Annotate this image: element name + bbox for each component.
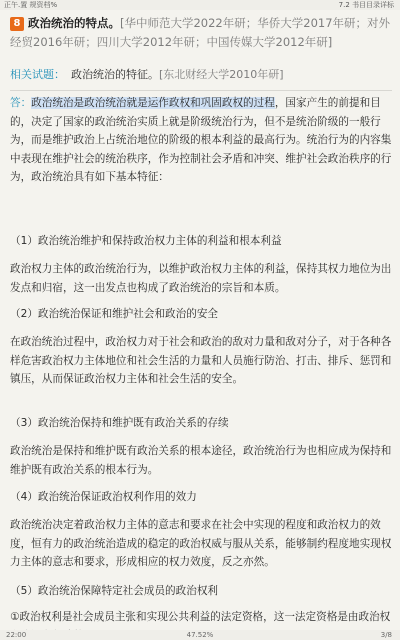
question-sources: [华中师范大学2022年研；华侨大学2017年研；对外经贸2016年研；四川大学2012年研；中国传媒大学2012年研]	[10, 16, 391, 49]
question-header	[10, 14, 392, 52]
divider	[10, 90, 392, 91]
section-body-2: 在政治统治过程中，政治权力对于社会和政治的敌对力量和敌对分子，对于各种各样危害政治权力主体地位和社会生活的力量和人员施行防治、打击、排斥、惩罚和镇压，从而保证政治权力主体和社会生活的安全。	[10, 336, 392, 386]
section-heading-1: （1）政治统治维护和保持政治权力主体的利益和根本利益	[10, 235, 282, 247]
question-number-badge: 8	[10, 17, 24, 31]
related-label: 相关试题：	[10, 68, 65, 81]
highlighted-text[interactable]: 政治统治是政治统治就是运作政权和巩固政权的过程	[31, 97, 275, 109]
related-question	[10, 66, 392, 84]
section-heading-5: （5）政治统治保障特定社会成员的政治权利	[10, 585, 219, 597]
clock: 22:00	[6, 631, 27, 639]
status-bar	[0, 0, 400, 10]
section-heading-4: （4）政治统治保证政治权利作用的效力	[10, 491, 197, 503]
section-body-1: 政治权力主体的政治统治行为，以维护政治权力主体的利益，保持其权力地位为出发点和归宿，这一出发点也构成了政治统治的宗旨和本质。	[10, 263, 392, 294]
section-body-3: 政治统治是保持和维护既有政治关系的根本途径，政治统治行为也相应成为保持和维护既有政治关系的根本行为。	[10, 445, 392, 476]
reading-progress: 47.52%	[186, 631, 214, 639]
answer-paragraph[interactable]	[10, 94, 392, 187]
section-body-4: 政治统治决定着政治权力主体的意志和要求在社会中实现的程度和政治权力的效度，恒有力的政治统治造成的稳定的政治权威与服从关系，能够制约程度地实现权力主体的意志和要求，形成相应的权力效度，反之亦然。	[10, 519, 392, 569]
related-text: 政治统治的特征。	[71, 68, 159, 81]
section-heading-3: （3）政治统治保持和维护既有政治关系的存续	[10, 417, 229, 429]
reader-footer	[0, 630, 400, 640]
related-source: [东北财经大学2010年研]	[159, 68, 284, 81]
page-counter: 3/8	[380, 631, 392, 639]
answer-label: 答：	[10, 97, 32, 109]
point-1: ①政治权利是社会成员主张和实现公共利益的法定资格，这一法定资格是由政治权	[10, 611, 391, 623]
reader-page[interactable]	[0, 10, 400, 630]
answer-text: ，国家产生的前提和目的，决定了国家的政治统治实质上就是阶级统治行为，但不是统治阶级的一般行为，而是维护政治上占统治地位的阶级的根本利益的最高行为。统治行为的内容集中表现在维护社会的统治秩序，作为控制社会矛盾和冲突、维护社会政治秩序的行为，政治统治具有如下基本特征：	[10, 97, 392, 184]
section-heading-2: （2）政治统治保证和维护社会和政治的安全	[10, 308, 219, 320]
status-left: 正午.置 规资档%	[4, 1, 58, 9]
status-right: 7.2 书目目录详标	[338, 1, 394, 9]
question-title: 政治统治的特点。	[28, 16, 120, 30]
